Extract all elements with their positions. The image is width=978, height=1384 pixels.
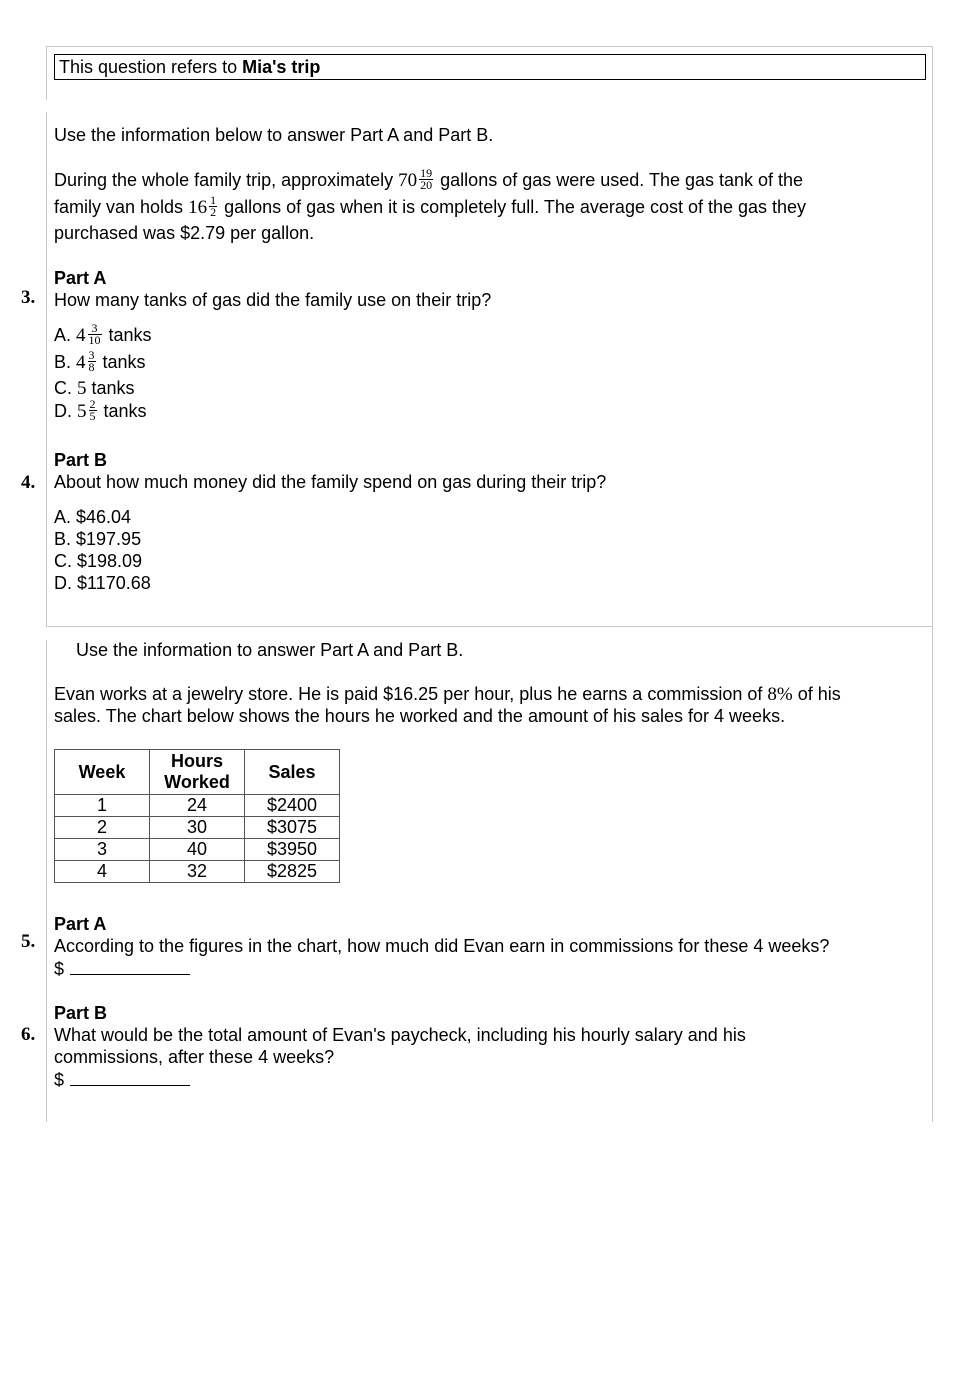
q3-prompt: How many tanks of gas did the family use on their trip?	[54, 290, 492, 310]
table-row	[55, 861, 340, 883]
q4-option-c[interactable]: C. $198.09	[54, 551, 143, 571]
q4-option-a[interactable]: A. $46.04	[54, 507, 132, 527]
table-cell: 1	[55, 795, 150, 817]
header-week: Week	[55, 750, 150, 795]
q3-option-a[interactable]: A. 4 $\frac{3}{10}$ tanks	[54, 320, 152, 347]
q6-prompt-line-1: What would be the total amount of Evan's paycheck, including his hourly salary and his	[54, 1025, 746, 1045]
evan-intro: Use the information to answer Part A and Part B.	[76, 640, 464, 660]
q5-part-label: Part A	[54, 914, 107, 934]
q6-part-label: Part B	[54, 1003, 108, 1023]
table-cell: $3075	[245, 817, 340, 839]
table-row	[55, 795, 340, 817]
q3-option-b[interactable]: B. 4 $\frac{3}{8}$ tanks	[54, 347, 146, 374]
q4-option-d[interactable]: D. $1170.68	[54, 573, 151, 593]
q5-prompt: According to the figures in the chart, how much did Evan earn in commissions for these 4 weeks?	[54, 936, 830, 956]
table-cell: 32	[150, 861, 245, 883]
table-cell: 24	[150, 795, 245, 817]
header-sales: Sales	[245, 750, 340, 795]
table-cell: $3950	[245, 839, 340, 861]
q6-answer-blank[interactable]	[70, 1068, 190, 1086]
table-row	[55, 839, 340, 861]
left-border-mia	[46, 112, 47, 626]
q6-prompt-line-2: commissions, after these 4 weeks?	[54, 1047, 335, 1067]
left-border-evan	[46, 640, 47, 1122]
table-cell: 30	[150, 817, 245, 839]
top-border	[46, 46, 933, 47]
q5-answer: $	[54, 957, 190, 980]
q3-part-label: Part A	[54, 268, 107, 288]
mia-intro: Use the information below to answer Part A and Part B.	[54, 125, 494, 145]
left-border-top	[46, 46, 47, 100]
q3-number: 3.	[21, 287, 36, 308]
evan-paragraph-line-2: sales. The chart below shows the hours he worked and the amount of his sales for 4 weeks.	[54, 706, 786, 726]
q5-answer-blank[interactable]	[70, 957, 190, 975]
q3-option-d[interactable]: D. 5 $\frac{2}{5}$ tanks	[54, 396, 147, 423]
table-header-row	[55, 750, 340, 795]
q4-number: 4.	[21, 472, 36, 493]
question-reference-box	[54, 54, 926, 80]
table-cell: $2400	[245, 795, 340, 817]
q3-option-c[interactable]: C. 5 tanks	[54, 378, 135, 399]
mia-paragraph-line-1: During the whole family trip, approximately 70 $\frac{19}{20}$ gallons of gas were used. The gas tank of the	[54, 165, 804, 192]
table-cell: 3	[55, 839, 150, 861]
section-divider	[46, 626, 933, 627]
q4-part-label: Part B	[54, 450, 108, 470]
q5-number: 5.	[21, 931, 36, 952]
evan-paragraph-line-1: Evan works at a jewelry store. He is paid $16.25 per hour, plus he earns a commission of 8% of his	[54, 684, 841, 705]
table-cell: 2	[55, 817, 150, 839]
header-hours-worked: Hours Worked	[150, 750, 245, 795]
table-cell: $2825	[245, 861, 340, 883]
q6-answer: $	[54, 1068, 190, 1091]
table-row	[55, 817, 340, 839]
reference-prefix: This question refers to	[59, 57, 243, 77]
mia-paragraph-line-3: purchased was $2.79 per gallon.	[54, 223, 315, 243]
right-border	[932, 46, 933, 1122]
mia-paragraph-line-2: family van holds 16 $\frac{1}{2}$ gallons of gas when it is completely full. The average cost of the gas they	[54, 192, 807, 219]
q4-option-b[interactable]: B. $197.95	[54, 529, 142, 549]
reference-title: Mia's trip	[242, 57, 321, 77]
table-cell: 4	[55, 861, 150, 883]
q4-prompt: About how much money did the family spend on gas during their trip?	[54, 472, 607, 492]
table-cell: 40	[150, 839, 245, 861]
q6-number: 6.	[21, 1024, 36, 1045]
hours-sales-table	[54, 749, 340, 883]
